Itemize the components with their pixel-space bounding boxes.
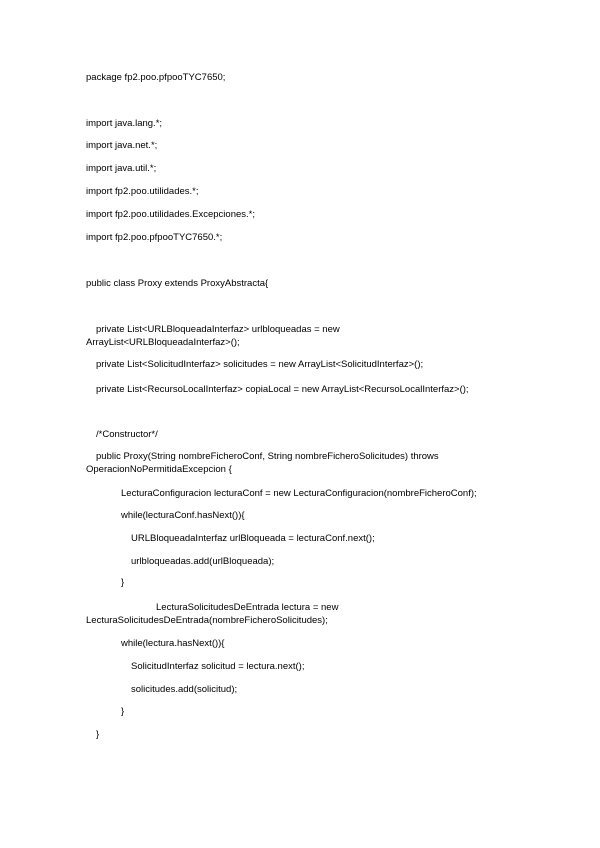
code-line-urlbloqueada: URLBloqueadaInterfaz urlBloqueada = lecturaConf.next(); (131, 533, 375, 544)
code-line-import-net: import java.net.*; (86, 140, 158, 151)
code-line-class-declaration: public class Proxy extends ProxyAbstracta{ (86, 278, 269, 289)
code-line-while-lecturaconf: while(lecturaConf.hasNext()){ (121, 510, 245, 521)
code-line-close-brace-1: } (121, 577, 125, 588)
code-line-solicitud: SolicitudInterfaz solicitud = lectura.next(); (131, 661, 305, 672)
code-line-lectura-solicitudes-cont: LecturaSolicitudesDeEntrada(nombreFicheroSolicitudes); (86, 615, 328, 626)
code-line-close-brace-2: } (121, 706, 125, 717)
code-line-lectura-solicitudes: LecturaSolicitudesDeEntrada lectura = new (156, 602, 339, 613)
code-line-field-solicitudes: private List<SolicitudInterfaz> solicitudes = new ArrayList<SolicitudInterfaz>(); (96, 359, 424, 370)
code-line-field-urlbloqueadas: private List<URLBloqueadaInterfaz> urlbloqueadas = new (96, 324, 340, 335)
code-line-comment-constructor: /*Constructor*/ (96, 429, 158, 440)
code-line-constructor-signature: public Proxy(String nombreFicheroConf, String nombreFicheroSolicitudes) throws (96, 451, 439, 462)
code-line-while-lectura: while(lectura.hasNext()){ (121, 638, 225, 649)
code-line-import-utilidades: import fp2.poo.utilidades.*; (86, 186, 199, 197)
code-line-add-solicitud: solicitudes.add(solicitud); (131, 684, 238, 695)
code-line-field-urlbloqueadas-cont: ArrayList<URLBloqueadaInterfaz>(); (86, 337, 240, 348)
code-line-close-brace-3: } (96, 729, 100, 740)
code-line-constructor-signature-cont: OperacionNoPermitidaExcepcion { (86, 464, 232, 475)
code-line-field-copialocal: private List<RecursoLocalInterfaz> copiaLocal = new ArrayList<RecursoLocalInterfaz>(); (96, 384, 469, 395)
code-line-add-urlbloqueada: urlbloqueadas.add(urlBloqueada); (131, 556, 275, 567)
code-line-lecturaconf: LecturaConfiguracion lecturaConf = new LecturaConfiguracion(nombreFicheroConf); (121, 488, 477, 499)
code-line-import-util: import java.util.*; (86, 163, 157, 174)
code-line-import-lang: import java.lang.*; (86, 118, 163, 129)
code-line-package: package fp2.poo.pfpooTYC7650; (86, 72, 226, 83)
code-line-import-excepciones: import fp2.poo.utilidades.Excepciones.*; (86, 209, 255, 220)
code-line-import-pfpoo: import fp2.poo.pfpooTYC7650.*; (86, 232, 223, 243)
